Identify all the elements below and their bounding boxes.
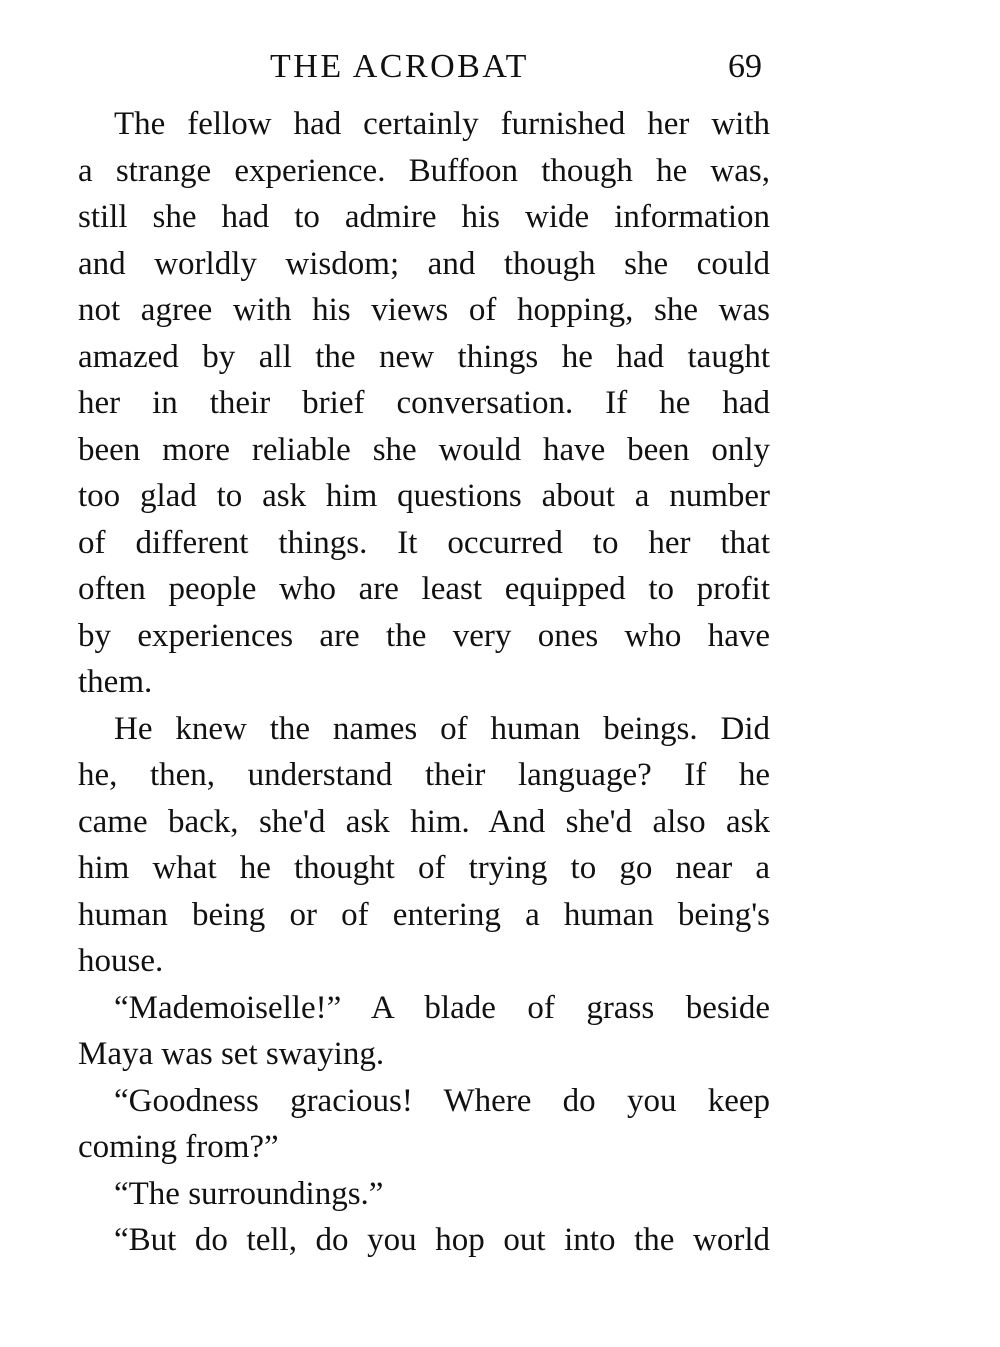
text-line: house. xyxy=(78,943,164,979)
text-line: still she had to admire his wide information xyxy=(78,199,770,235)
text-line: Maya was set swaying. xyxy=(78,1036,385,1072)
text-line: came back, she'd ask him. And she'd also ask xyxy=(78,803,770,840)
text-line: “Mademoiselle!” A blade of grass beside xyxy=(114,989,770,1026)
page-header xyxy=(0,42,1000,92)
text-line: amazed by all the new things he had taught xyxy=(78,338,770,375)
text-line: The fellow had certainly furnished her with xyxy=(114,106,770,142)
text-line: by experiences are the very ones who have xyxy=(78,617,770,654)
text-line: coming from?” xyxy=(78,1129,279,1165)
text-line: “But do tell, do you hop out into the world xyxy=(114,1222,770,1258)
text-line: He knew the names of human beings. Did xyxy=(114,710,770,747)
text-line: he, then, understand their language? If he xyxy=(78,757,770,793)
text-line: too glad to ask him questions about a number xyxy=(78,478,770,514)
text-line: him what he thought of trying to go near a xyxy=(78,850,770,886)
text-line: “Goodness gracious! Where do you keep xyxy=(114,1082,770,1119)
running-head: THE ACROBAT xyxy=(270,48,529,85)
text-line: not agree with his views of hopping, she was xyxy=(78,292,770,328)
text-line: been more reliable she would have been only xyxy=(78,431,770,468)
text-line: her in their brief conversation. If he had xyxy=(78,385,770,421)
text-line: and worldly wisdom; and though she could xyxy=(78,245,770,282)
body-text xyxy=(78,101,770,1264)
text-line: human being or of entering a human being's xyxy=(78,896,770,933)
text-line: “The surroundings.” xyxy=(114,1175,384,1212)
page-number: 69 xyxy=(728,48,762,85)
text-line: them. xyxy=(78,664,153,700)
text-line: of different things. It occurred to her that xyxy=(78,524,770,561)
text-line: often people who are least equipped to profit xyxy=(78,571,770,607)
text-line: a strange experience. Buffoon though he was, xyxy=(78,152,770,189)
